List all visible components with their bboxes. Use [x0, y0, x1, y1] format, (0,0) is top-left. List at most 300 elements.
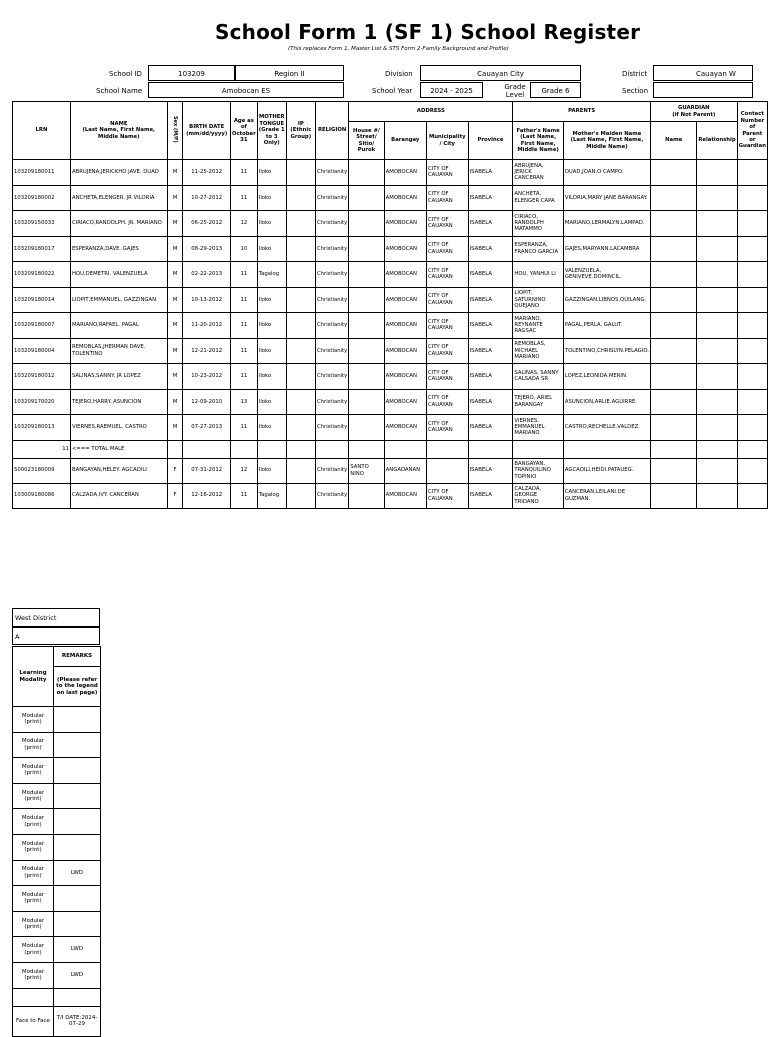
spacer-row [13, 988, 101, 1006]
guardian-name-cell [651, 458, 697, 483]
ip-cell [286, 185, 315, 211]
age-cell: 11 [230, 185, 257, 211]
guardian-name-cell [651, 389, 697, 415]
modality-row [13, 834, 101, 860]
mother-tongue-cell: Iloko [257, 364, 286, 390]
region-field[interactable]: Region II [235, 65, 344, 81]
birth-date-cell: 11-25-2012 [183, 160, 231, 186]
col-guardian-name: Name [651, 122, 697, 160]
municipality-cell: CITY OF CAUAYAN [426, 160, 468, 186]
sex-cell: M [167, 338, 183, 364]
school-name-label: School Name [96, 87, 143, 95]
modality-cell: Modular (print) [13, 809, 54, 835]
barangay-cell: AMOBOCAN [384, 389, 426, 415]
province-cell: ISABELA [468, 262, 513, 288]
table-row [13, 287, 768, 313]
province-cell: ISABELA [468, 236, 513, 262]
father-cell: HOU, YANHUI LI [513, 262, 563, 288]
house-cell [349, 483, 384, 508]
father-cell: VIERNES, EMMANUEL MARIANO [513, 415, 563, 441]
col-guardian: GUARDIAN (if Not Parent) [651, 102, 738, 122]
col-guardian-relationship: Relationship [697, 122, 737, 160]
religion-cell: Christianity [315, 287, 348, 313]
mother-tongue-cell: Tagalog [257, 483, 286, 508]
remarks-cell [54, 886, 101, 912]
guardian-relationship-cell [697, 415, 737, 441]
house-cell [349, 415, 384, 441]
guardian-relationship-cell [697, 458, 737, 483]
modality-row [13, 758, 101, 784]
province-cell: ISABELA [468, 211, 513, 237]
name-cell: MARIANO,RAFAEL. PAGAL [70, 313, 167, 339]
remarks-cell [54, 911, 101, 937]
modality-cell: Modular (print) [13, 860, 54, 886]
section-field[interactable] [653, 82, 753, 98]
father-cell: TEJERO, ARIEL BARANGAY [513, 389, 563, 415]
sex-cell: M [167, 313, 183, 339]
barangay-cell: AMOBOCAN [384, 211, 426, 237]
lrn-cell: 103009180086 [13, 483, 71, 508]
province-cell: ISABELA [468, 185, 513, 211]
sex-cell: M [167, 364, 183, 390]
col-name: NAME (Last Name, First Name, Middle Name) [70, 102, 167, 160]
empty-cell [426, 440, 468, 458]
contact-cell [737, 236, 767, 262]
mother-cell: CASTRO,RECHELLE.VALDEZ. [563, 415, 650, 441]
modality-cell: Face to Face [13, 1006, 54, 1036]
lower-page-fragment [12, 608, 100, 1037]
ip-cell [286, 364, 315, 390]
modality-table [12, 646, 101, 1037]
mother-cell: MARIANO,LERMALYN.LAMPAD. [563, 211, 650, 237]
section-label: Section [622, 87, 649, 95]
father-cell: ABRUJENA, JERICK CANCERAN [513, 160, 563, 186]
barangay-cell: AMOBOCAN [384, 415, 426, 441]
name-cell: ANCHETA,ELENGER. JR VILORIA [70, 185, 167, 211]
page-title: School Form 1 (SF 1) School Register [215, 20, 641, 44]
empty-cell [183, 440, 231, 458]
lrn-cell: 103209180007 [13, 313, 71, 339]
remarks-cell [54, 707, 101, 733]
birth-date-cell: 07-31-2012 [183, 458, 231, 483]
age-cell: 11 [230, 338, 257, 364]
guardian-relationship-cell [697, 313, 737, 339]
school-name-field[interactable]: Amobocan ES [148, 82, 344, 98]
father-cell: LIOPIT, SATURNINO QUEJANO [513, 287, 563, 313]
birth-date-cell: 10-13-2012 [183, 287, 231, 313]
mother-tongue-cell: Tagalog [257, 262, 286, 288]
house-cell [349, 364, 384, 390]
contact-cell [737, 287, 767, 313]
modality-cell: Modular (print) [13, 707, 54, 733]
modality-row [13, 809, 101, 835]
father-cell: SALINAS, SANNY CALSADA SR [513, 364, 563, 390]
guardian-relationship-cell [697, 160, 737, 186]
ip-cell [286, 160, 315, 186]
name-cell: CIRIACO,RANDOLPH. JR. MARIANO [70, 211, 167, 237]
col-parents: PARENTS [513, 102, 651, 122]
contact-cell [737, 185, 767, 211]
modality-row [13, 1006, 101, 1036]
mother-tongue-cell: Iloko [257, 160, 286, 186]
lrn-cell: 500023180009 [13, 458, 71, 483]
municipality-cell: CITY OF CAUAYAN [426, 236, 468, 262]
empty-cell [167, 440, 183, 458]
school-year-field[interactable]: 2024 - 2025 [420, 82, 483, 98]
guardian-relationship-cell [697, 185, 737, 211]
guardian-relationship-cell [697, 338, 737, 364]
birth-date-cell: 08-29-2013 [183, 236, 231, 262]
province-cell: ISABELA [468, 389, 513, 415]
mother-tongue-cell: Iloko [257, 211, 286, 237]
guardian-relationship-cell [697, 211, 737, 237]
lrn-cell: 103209180022 [13, 262, 71, 288]
guardian-name-cell [651, 313, 697, 339]
table-row [13, 364, 768, 390]
municipality-cell: CITY OF CAUAYAN [426, 185, 468, 211]
district-label: District [622, 70, 648, 78]
school-id-field[interactable]: 103209 [148, 65, 235, 81]
mother-tongue-cell: Iloko [257, 287, 286, 313]
birth-date-cell: 07-27-2013 [183, 415, 231, 441]
barangay-cell: ANGADANAN [384, 458, 426, 483]
guardian-relationship-cell [697, 483, 737, 508]
barangay-cell: AMOBOCAN [384, 287, 426, 313]
province-cell: ISABELA [468, 313, 513, 339]
guardian-name-cell [651, 160, 697, 186]
modality-row [13, 783, 101, 809]
col-contact: Contact Number of Parent or Guardian [737, 102, 767, 160]
father-cell: ESPERANZA, FRANCO GARCIA [513, 236, 563, 262]
sex-cell: M [167, 415, 183, 441]
modality-cell: Modular (print) [13, 962, 54, 988]
mother-tongue-cell: Iloko [257, 415, 286, 441]
section-tail: A [12, 627, 100, 645]
contact-cell [737, 313, 767, 339]
register-table [12, 101, 768, 509]
religion-cell: Christianity [315, 262, 348, 288]
empty-cell [697, 440, 737, 458]
remarks-cell: LWD [54, 962, 101, 988]
birth-date-cell: 10-23-2012 [183, 364, 231, 390]
ip-cell [286, 262, 315, 288]
municipality-cell: CITY OF CAUAYAN [426, 364, 468, 390]
guardian-name-cell [651, 338, 697, 364]
sex-cell: F [167, 483, 183, 508]
lrn-cell: 103209180012 [13, 364, 71, 390]
province-cell: ISABELA [468, 458, 513, 483]
contact-cell [737, 389, 767, 415]
modality-row [13, 860, 101, 886]
birth-date-cell: 12-21-2012 [183, 338, 231, 364]
col-sex: Sex (M/F) [167, 102, 183, 160]
name-cell: VIERNES,RAEMUEL. CASTRO [70, 415, 167, 441]
ip-cell [286, 483, 315, 508]
col-ip: IP (Ethnic Group) [286, 102, 315, 160]
table-row [13, 313, 768, 339]
house-cell [349, 211, 384, 237]
age-cell: 11 [230, 483, 257, 508]
contact-cell [737, 262, 767, 288]
table-row [13, 415, 768, 441]
birth-date-cell: 12-09-2010 [183, 389, 231, 415]
name-cell: BANGAYAN,HELEY. AGCAOILI [70, 458, 167, 483]
guardian-name-cell [651, 483, 697, 508]
mother-tongue-cell: Iloko [257, 389, 286, 415]
empty-cell [13, 988, 54, 1006]
lrn-cell: 103209170020 [13, 389, 71, 415]
municipality-cell: CITY OF CAUAYAN [426, 415, 468, 441]
municipality-cell: CITY OF CAUAYAN [426, 338, 468, 364]
house-cell [349, 262, 384, 288]
district-field[interactable]: Cauayan W [653, 65, 753, 81]
name-cell: REMOBLAS,JHERMAN DAVE. TOLENTINO [70, 338, 167, 364]
table-row [13, 211, 768, 237]
remarks-cell: LWD [54, 860, 101, 886]
remarks-header: REMARKS [54, 647, 101, 667]
modality-cell: Modular (print) [13, 937, 54, 963]
table-row [13, 458, 768, 483]
modality-row [13, 911, 101, 937]
col-father: Father's Name (Last Name, First Name, Middle Name) [513, 122, 563, 160]
mother-tongue-cell: Iloko [257, 313, 286, 339]
mother-tongue-cell: Iloko [257, 185, 286, 211]
ip-cell [286, 211, 315, 237]
table-row [13, 262, 768, 288]
municipality-cell: CITY OF CAUAYAN [426, 262, 468, 288]
province-cell: ISABELA [468, 287, 513, 313]
house-cell [349, 236, 384, 262]
barangay-cell: AMOBOCAN [384, 364, 426, 390]
col-birth-date: BIRTH DATE (mm/dd/yyyy) [183, 102, 231, 160]
birth-date-cell: 02-22-2013 [183, 262, 231, 288]
empty-cell [468, 440, 513, 458]
col-age: Age as of October 31 [230, 102, 257, 160]
province-cell: ISABELA [468, 160, 513, 186]
col-municipality: Municipality / City [426, 122, 468, 160]
religion-cell: Christianity [315, 364, 348, 390]
mother-cell: LOPEZ,LEONIDA.MERIN. [563, 364, 650, 390]
modality-header: Learning Modality [13, 647, 54, 707]
religion-cell: Christianity [315, 389, 348, 415]
sex-cell: M [167, 211, 183, 237]
age-cell: 10 [230, 236, 257, 262]
sex-cell: F [167, 458, 183, 483]
birth-date-cell: 11-20-2012 [183, 313, 231, 339]
age-cell: 11 [230, 262, 257, 288]
name-cell: LIOPIT,EMMANUEL. GAZZINGAN [70, 287, 167, 313]
mother-cell: VILORIA,MARY JANE.BARANGAY. [563, 185, 650, 211]
house-cell: SANTO NINO [349, 458, 384, 483]
mother-cell: CANCERAN,LEILANI.DE GUZMAN. [563, 483, 650, 508]
lrn-cell: 103209180014 [13, 287, 71, 313]
school-year-label: School Year [372, 87, 413, 95]
house-cell [349, 287, 384, 313]
empty-cell [315, 440, 348, 458]
mother-cell: ASUNCION,ARLIE.AGUIRRE. [563, 389, 650, 415]
ip-cell [286, 389, 315, 415]
empty-cell [286, 440, 315, 458]
name-cell: HOU,DEMETRI. VALENZUELA [70, 262, 167, 288]
age-cell: 11 [230, 160, 257, 186]
guardian-relationship-cell [697, 364, 737, 390]
guardian-name-cell [651, 287, 697, 313]
religion-cell: Christianity [315, 313, 348, 339]
col-province: Province [468, 122, 513, 160]
col-religion: RELIGION [315, 102, 348, 160]
modality-row [13, 707, 101, 733]
religion-cell: Christianity [315, 458, 348, 483]
province-cell: ISABELA [468, 364, 513, 390]
grade-level-label: Grade Level [504, 83, 526, 99]
contact-cell [737, 338, 767, 364]
empty-cell [230, 440, 257, 458]
modality-cell: Modular (print) [13, 911, 54, 937]
father-cell: BANGAYAN, TRANQUILINO TOPINIO [513, 458, 563, 483]
municipality-cell: CITY OF CAUAYAN [426, 483, 468, 508]
ip-cell [286, 236, 315, 262]
remarks-cell [54, 834, 101, 860]
grade-level-field[interactable]: Grade 6 [530, 82, 581, 98]
province-cell: ISABELA [468, 338, 513, 364]
age-cell: 11 [230, 313, 257, 339]
mother-cell: DUAD,JOAN.O CAMPO. [563, 160, 650, 186]
sex-cell: M [167, 262, 183, 288]
school-id-label: School ID [109, 70, 142, 78]
guardian-name-cell [651, 185, 697, 211]
lrn-cell: 103209180011 [13, 160, 71, 186]
municipality-cell: CITY OF CAUAYAN [426, 389, 468, 415]
mother-cell: PAGAL,PERLA. GALUT. [563, 313, 650, 339]
modality-cell: Modular (print) [13, 732, 54, 758]
mother-cell: TOLENTINO,CHRISLYN.PELAGIO. [563, 338, 650, 364]
mother-cell: VALENZUELA, GENIVEVE.DOMINCIL. [563, 262, 650, 288]
guardian-name-cell [651, 211, 697, 237]
province-cell: ISABELA [468, 483, 513, 508]
col-address: ADDRESS [349, 102, 513, 122]
house-cell [349, 338, 384, 364]
house-cell [349, 389, 384, 415]
father-cell: ANCHETA, ELENGER CAPA [513, 185, 563, 211]
contact-cell [737, 211, 767, 237]
mother-cell: GAJES,MARYANN.LACAMBRA [563, 236, 650, 262]
lrn-cell: 103209180004 [13, 338, 71, 364]
empty-cell [563, 440, 650, 458]
mother-tongue-cell: Iloko [257, 236, 286, 262]
table-row [13, 389, 768, 415]
name-cell: ABRUJENA,JERICKHO JAVE. DUAD [70, 160, 167, 186]
father-cell: CALZADA, GEORGE TRIDANO [513, 483, 563, 508]
sex-cell: M [167, 160, 183, 186]
religion-cell: Christianity [315, 160, 348, 186]
total-male-count: 11 [13, 440, 71, 458]
birth-date-cell: 12-16-2012 [183, 483, 231, 508]
ip-cell [286, 313, 315, 339]
age-cell: 11 [230, 364, 257, 390]
remarks-subheader: (Please refer to the legend on last page) [54, 667, 101, 707]
sex-cell: M [167, 236, 183, 262]
barangay-cell: AMOBOCAN [384, 185, 426, 211]
page-subtitle: (This replaces Form 1, Master List & STS Form 2-Family Background and Profile) [288, 46, 509, 52]
modality-row [13, 886, 101, 912]
contact-cell [737, 483, 767, 508]
municipality-cell: CITY OF CAUAYAN [426, 211, 468, 237]
age-cell: 13 [230, 389, 257, 415]
col-mother-tongue: MOTHER TONGUE (Grade 1 to 3 Only) [257, 102, 286, 160]
birth-date-cell: 10-27-2012 [183, 185, 231, 211]
lrn-cell: 103209180013 [13, 415, 71, 441]
division-field[interactable]: Cauayan City [420, 65, 581, 81]
barangay-cell: AMOBOCAN [384, 338, 426, 364]
modality-row [13, 937, 101, 963]
remarks-cell [54, 732, 101, 758]
birth-date-cell: 06-25-2012 [183, 211, 231, 237]
mother-cell: GAZZINGAN,LIBNOS.QUILANG. [563, 287, 650, 313]
religion-cell: Christianity [315, 211, 348, 237]
contact-cell [737, 458, 767, 483]
age-cell: 12 [230, 211, 257, 237]
ip-cell [286, 415, 315, 441]
guardian-relationship-cell [697, 389, 737, 415]
col-lrn: LRN [13, 102, 71, 160]
remarks-cell [54, 783, 101, 809]
remarks-cell: LWD [54, 937, 101, 963]
mother-tongue-cell: Iloko [257, 458, 286, 483]
division-label: Division [385, 70, 413, 78]
contact-cell [737, 364, 767, 390]
modality-cell: Modular (print) [13, 886, 54, 912]
empty-cell [513, 440, 563, 458]
modality-cell: Modular (print) [13, 758, 54, 784]
contact-cell [737, 415, 767, 441]
age-cell: 12 [230, 458, 257, 483]
sex-cell: M [167, 287, 183, 313]
guardian-name-cell [651, 364, 697, 390]
religion-cell: Christianity [315, 338, 348, 364]
house-cell [349, 160, 384, 186]
municipality-cell: CITY OF CAUAYAN [426, 313, 468, 339]
district-tail: West District [12, 608, 100, 627]
col-house: House #/ Street/ Sitio/ Purok [349, 122, 384, 160]
house-cell [349, 313, 384, 339]
father-cell: REMOBLAS, MICHAEL MARIANO [513, 338, 563, 364]
age-cell: 11 [230, 415, 257, 441]
guardian-relationship-cell [697, 236, 737, 262]
sex-cell: M [167, 389, 183, 415]
religion-cell: Christianity [315, 415, 348, 441]
ip-cell [286, 338, 315, 364]
remarks-cell: T/I DATE:2024-07-29 [54, 1006, 101, 1036]
municipality-cell: CITY OF CAUAYAN [426, 287, 468, 313]
barangay-cell: AMOBOCAN [384, 313, 426, 339]
guardian-name-cell [651, 262, 697, 288]
barangay-cell: AMOBOCAN [384, 483, 426, 508]
total-male-label: <=== TOTAL MALE [70, 440, 167, 458]
modality-row [13, 732, 101, 758]
empty-cell [257, 440, 286, 458]
table-row [13, 160, 768, 186]
remarks-cell [54, 758, 101, 784]
modality-cell: Modular (print) [13, 834, 54, 860]
father-cell: CIRIACO, RANDOLPH MATAMMO [513, 211, 563, 237]
religion-cell: Christianity [315, 483, 348, 508]
barangay-cell: AMOBOCAN [384, 160, 426, 186]
sex-cell: M [167, 185, 183, 211]
province-cell: ISABELA [468, 415, 513, 441]
remarks-cell [54, 809, 101, 835]
guardian-name-cell [651, 236, 697, 262]
house-cell [349, 185, 384, 211]
